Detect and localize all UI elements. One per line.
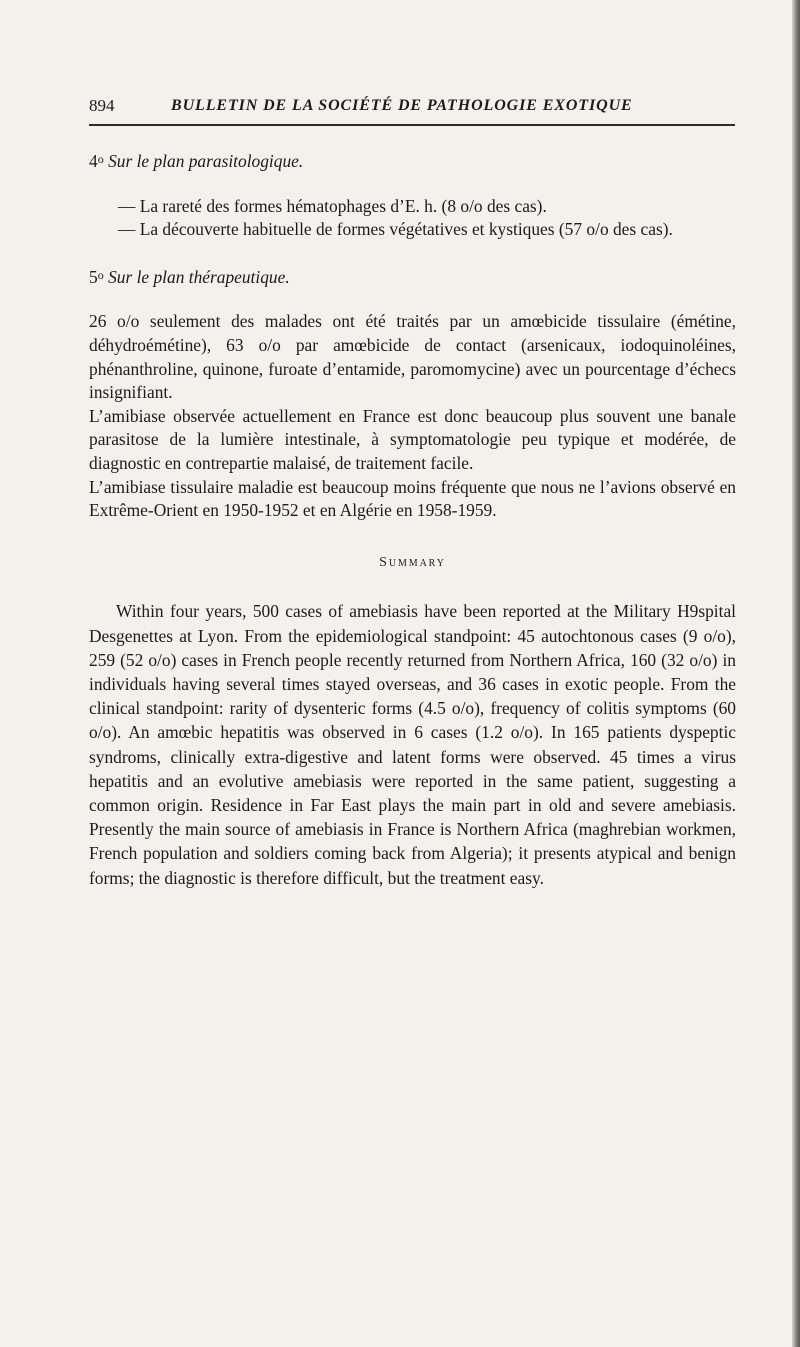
page-edge — [792, 0, 800, 1347]
parasitology-number: 4 — [89, 151, 98, 171]
parasitology-degree: o — [97, 152, 104, 166]
therapy-heading — [89, 266, 736, 290]
therapy-paragraph-2: L’amibiase observée actuellement en France est donc beaucoup plus souvent une banale parasitose de la lumière intestinale, à symptomatologie peu typique et modérée, de diagnostic en contrepartie malaisé, de traitement facile. — [89, 405, 736, 473]
therapy-title: Sur le plan thérapeutique. — [108, 266, 290, 287]
section-spacing — [89, 242, 736, 266]
therapy-degree: o — [97, 267, 104, 282]
journal-title: BULLETIN DE LA SOCIÉTÉ DE PATHOLOGIE EXOTIQUE — [171, 97, 633, 114]
summary-heading: Summary — [379, 554, 446, 570]
running-header — [89, 96, 735, 122]
parasitology-item-1: — La rareté des formes hématophages d’E. h. (8 o/o des cas). — [118, 195, 547, 216]
parasitology-heading — [89, 150, 736, 174]
therapy-paragraph-3: L’amibiase tissulaire maladie est beaucoup moins fréquente que nous ne l’avions observé en Extrême-Orient en 1950-1952 et en Algérie en 1958-1959. — [89, 476, 736, 521]
article-body — [89, 150, 736, 890]
page-number: 894 — [89, 96, 115, 115]
header-rule — [89, 124, 735, 126]
therapy-paragraph-1: 26 o/o seulement des malades ont été traités par un amœbicide tissulaire (émétine, déhydroémétine), 63 o/o par amœbicide de contact (arsenicaux, iodoquinoléines, phénanthroline, quinone, furoate d’entamide, paromomycine) avec un pourcentage d’échecs insignifiant. — [89, 311, 736, 403]
therapy-number: 5 — [89, 266, 98, 287]
parasitology-item-2: — La découverte habituelle de formes végétatives et kystiques (57 o/o des cas). — [118, 219, 673, 240]
summary-paragraph: Within four years, 500 cases of amebiasis have been reported at the Military H9spital Desgenettes at Lyon. From the epidemiological standpoint: 45 autochtonous cases (9 o/o), 259 (52 o/o) cases in French people recently returned from Northern Africa, 160 (32 o/o) in individuals having several times stayed overseas, and 36 cases in exotic people. From the clinical standpoint: rarity of dysenteric forms (4.5 o/o), frequency of colitis symptoms (60 o/o). An amœbic hepatitis was observed in 6 cases (1.2 o/o). In 165 patients dyspeptic syndroms, clinically extra-digestive and latent forms were observed. 45 times a virus hepatitis and an evolutive amebiasis were reported in the same patient, suggesting a common origin. Residence in Far East plays the main part in old and severe amebiasis. Presently the main source of amebiasis in France is Northern Africa (maghrebian workmen, French population and soldiers coming back from Algeria); it presents atypical and benign forms; the diagnostic is therefore difficult, but the treatment easy. — [89, 601, 736, 888]
parasitology-title: Sur le plan parasitologique. — [108, 151, 304, 171]
